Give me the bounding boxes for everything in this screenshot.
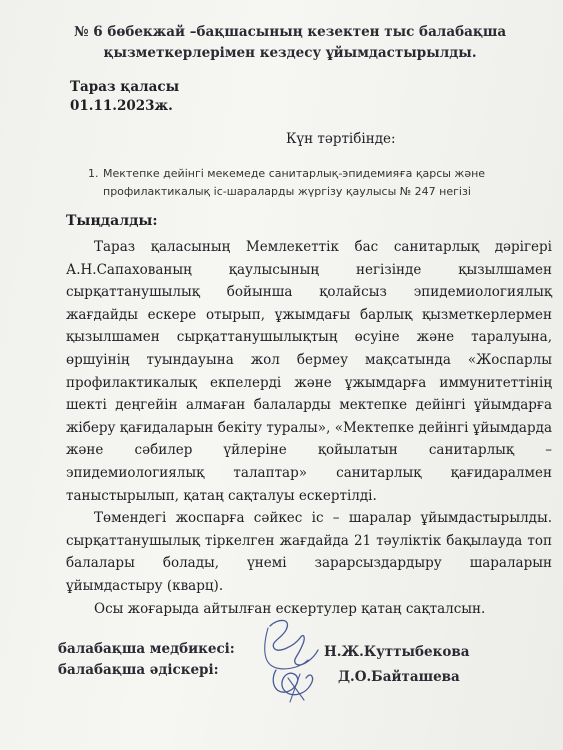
- city-name: Тараз қаласы: [70, 79, 180, 95]
- listened-heading: Тыңдалды:: [66, 213, 158, 229]
- agenda-heading: Күн тәртібінде:: [286, 131, 396, 147]
- agenda-item-text: Мектепке дейінгі мекемеде санитарлық-эпидемияға қарсы және профилактикалық іс-шараларды жүргізу қаулысы № 247 негізі: [103, 167, 486, 198]
- agenda-item: [88, 165, 518, 201]
- signatory-role: балабақша медбикесі:: [58, 641, 235, 657]
- document-location-date: [70, 78, 179, 116]
- agenda-item-number: 1.: [88, 167, 99, 180]
- paragraph: Төмендегі жоспарға сәйкес іс – шаралар ұйымдастырылды. сырқаттанушылық тіркелген жағдайда 21 тәуліктік бақылауда топ балалары болады, үнемі зарарсыздардыру шараларын ұйымдастыру (кварц).: [66, 510, 552, 594]
- signatory-role: балабақша әдіскері:: [58, 662, 219, 678]
- document-title: № 6 бөбекжай –бақшасының кезектен тыс балабақша қызметкерлерімен кездесу ұйымдастырылды.: [73, 24, 507, 61]
- paragraph: Осы жоғарыда айтылған ескертулер қатаң сақталсын.: [94, 600, 486, 617]
- paragraph: Тараз қаласының Мемлекеттік бас санитарлық дәрігері А.Н.Сапахованың қаулысының негізінде қызылшамен сырқаттанушылық бойынша қолайсыз эпидемиологиялық жағдайды ескере отырып, ұжымдағы барлық қызметкерлермен қызылшамен сырқаттанушылықтың өсуіне және таралуына, өршуінің туындауына жол бермеу мақсатында «Жоспарлы профилактикалық екпелерді және ұжымдарға иммунитеттінің шекті деңгейін алмаған балаларды мектепке дейінгі ұйымдарға жіберу қағидаларын бекіту туралы», «Мектепке дейінгі ұйымдарда және сәбилер үйлеріне қойылатын санитарлық – эпидемиологиялық талаптар» санитарлық қағидаралмен таныстырылып, қатаң сақталуы ескертілді.: [66, 239, 552, 504]
- document-date: 01.11.2023ж.: [70, 98, 173, 114]
- signatory-name: Д.О.Байташева: [338, 669, 460, 685]
- signatory-name: Н.Ж.Куттыбекова: [324, 644, 470, 660]
- minutes-body: [66, 236, 552, 620]
